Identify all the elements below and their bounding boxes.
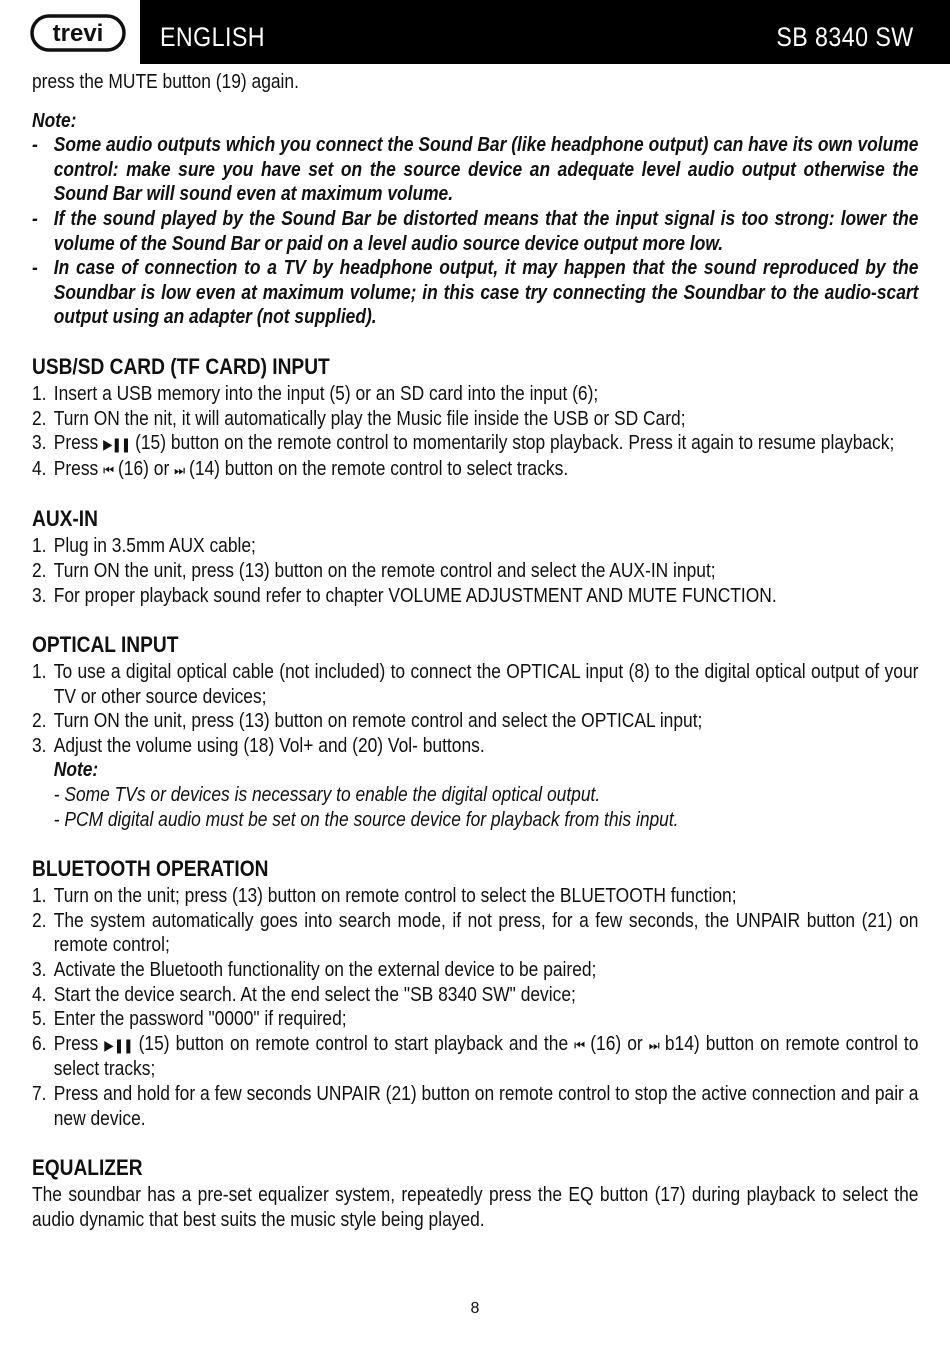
trevi-logo-icon — [30, 14, 126, 52]
play-pause-icon: ▶❚❚ — [104, 1036, 133, 1053]
optical-heading: OPTICAL INPUT — [32, 632, 179, 658]
aux-heading: AUX-IN — [32, 506, 98, 532]
svg-text:trevi: trevi — [52, 20, 104, 47]
optical-note — [32, 758, 918, 832]
note-item: - If the sound played by the Sound Bar be distorted means that the input signal is too strong: lower the volume of the Sound Bar or paid on a level audio source device output more low. — [32, 207, 918, 256]
bluetooth-heading: BLUETOOTH OPERATION — [32, 856, 269, 882]
note-heading: Note: — [32, 109, 77, 132]
list-item: 3. Activate the Bluetooth functionality on the external device to be paired; — [32, 959, 597, 982]
language-label: ENGLISH — [160, 22, 265, 52]
list-item: 2. Turn ON the unit, press (13) button on remote control and select the OPTICAL input; — [32, 710, 703, 733]
header-bar — [140, 0, 950, 64]
list-item: 1. Plug in 3.5mm AUX cable; — [32, 535, 256, 558]
list-item: 1. Insert a USB memory into the input (5) or an SD card into the input (6); — [32, 382, 599, 405]
document-body — [32, 70, 918, 1232]
equalizer-heading: EQUALIZER — [32, 1155, 143, 1181]
aux-steps — [32, 534, 918, 608]
model-label: SB 8340 SW — [776, 22, 914, 52]
optical-note-item: - PCM digital audio must be set on the source device for playback from this input. — [53, 808, 679, 831]
list-item: 3. For proper playback sound refer to chapter VOLUME ADJUSTMENT AND MUTE FUNCTION. — [32, 584, 777, 607]
list-item: 1. Turn on the unit; press (13) button on remote control to select the BLUETOOTH function; — [32, 885, 737, 908]
optical-note-heading: Note: — [53, 759, 99, 782]
optical-steps — [32, 660, 918, 758]
brand-logo — [0, 0, 140, 64]
page-header — [0, 0, 950, 64]
list-item: 3. Press ▶❚❚ (15) button on the remote control to momentarily stop playback. Press it again to resume playback; — [32, 432, 895, 455]
list-item: 1. To use a digital optical cable (not included) to connect the OPTICAL input (8) to the digital optical output of your TV or other source devices; — [32, 661, 919, 708]
list-item: 2. Turn ON the nit, it will automatically play the Music file inside the USB or SD Card; — [32, 407, 686, 430]
list-item: 4. Start the device search. At the end select the "SB 8340 SW" device; — [32, 983, 576, 1006]
list-item: 4. Press ⏮ (16) or ⏭ (14) button on the remote control to select tracks. — [32, 457, 569, 480]
optical-note-item: - Some TVs or devices is necessary to enable the digital optical output. — [53, 784, 601, 807]
page-number: 8 — [470, 1300, 480, 1317]
list-item: 5. Enter the password "0000" if required; — [32, 1008, 347, 1031]
previous-track-icon: ⏮ — [103, 461, 114, 478]
intro-text: press the MUTE button (19) again. — [32, 71, 299, 93]
usb-heading: USB/SD CARD (TF CARD) INPUT — [32, 353, 330, 379]
list-item: 3. Adjust the volume using (18) Vol+ and (20) Vol- buttons. — [32, 734, 485, 757]
note-list — [32, 133, 918, 330]
play-pause-icon: ▶❚❚ — [103, 436, 131, 453]
list-item: 2. The system automatically goes into search mode, if not press, for a few seconds, the UNPAIR button (21) on remote control; — [32, 909, 919, 957]
list-item: 7. Press and hold for a few seconds UNPAIR (21) button on remote control to stop the active connection and pair a new device. — [32, 1083, 919, 1130]
note-item: - Some audio outputs which you connect the Sound Bar (like headphone output) can have its own volume control: make sure you have set on the source device an adequate level audio output otherwise the Sound Bar will sound even at maximum volume. — [32, 133, 918, 207]
list-item: 2. Turn ON the unit, press (13) button on the remote control and select the AUX-IN input; — [32, 559, 716, 582]
equalizer-text: The soundbar has a pre-set equalizer system, repeatedly press the EQ button (17) during playback to select the audio dynamic that best suits the music style being played. — [32, 1184, 919, 1231]
list-item: 6. Press ▶❚❚ (15) button on remote control to start playback and the ⏮ (16) or ⏭ b14) button on remote control to select tracks; — [32, 1032, 919, 1081]
note-item: - In case of connection to a TV by headphone output, it may happen that the sound reproduced by the Soundbar is low even at maximum volume; in this case try connecting the Soundbar to the audio-scart output using an adapter (not supplied). — [32, 256, 918, 330]
usb-steps — [32, 382, 918, 482]
next-track-icon: ⏭ — [648, 1036, 659, 1053]
next-track-icon: ⏭ — [174, 461, 185, 478]
bluetooth-steps — [32, 884, 918, 1131]
previous-track-icon: ⏮ — [574, 1036, 585, 1053]
